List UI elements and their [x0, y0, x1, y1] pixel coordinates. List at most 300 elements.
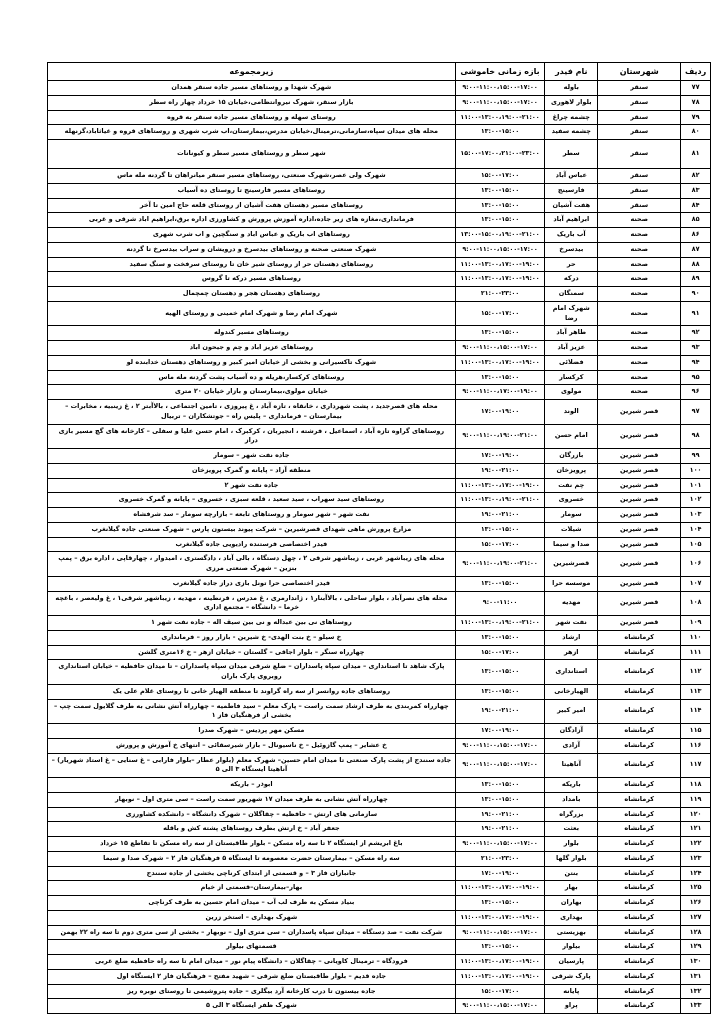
cell-feeder: فارسینج	[545, 183, 598, 198]
table-row	[48, 969, 711, 984]
cell-feeder: بهداری	[545, 910, 598, 925]
cell-shahrestan: قصر شیرین	[598, 400, 681, 425]
table-body	[48, 81, 711, 1014]
cell-feeder: سومار	[545, 508, 598, 523]
cell-radif: ۱۰۳	[681, 508, 711, 523]
cell-subareas: فرودگاه – ترمینال کاویانی – چقاگلان – دانشگاه پیام نور – میدان امام تا سه راه حافظیه ضلع غربی	[48, 955, 456, 970]
cell-feeder: بلوار	[545, 837, 598, 852]
cell-radif: ۱۲۵	[681, 881, 711, 896]
cell-subareas: شهرک امام رضا و شهرک امام خمینی و روستای الهیه	[48, 301, 456, 326]
cell-radif: ۹۱	[681, 301, 711, 326]
cell-radif: ۱۲۱	[681, 822, 711, 837]
cell-subareas: منطقه آزاد – پایانه و گمرک پرویزخان	[48, 463, 456, 478]
cell-radif: ۱۲۰	[681, 807, 711, 822]
col-header-feeder: نام فیدر	[545, 63, 598, 81]
cell-subareas: روستاهای عزیز اباد و چم و جیحون اباد	[48, 341, 456, 356]
col-header-radif: ردیف	[681, 63, 711, 81]
time-range-value: ۹:۰۰-۱۱:۰۰،۱۵:۰۰-۱۷:۰۰	[462, 1002, 538, 1010]
cell-time-range	[455, 449, 545, 464]
cell-time-range	[455, 213, 545, 228]
cell-shahrestan: کرمانشاه	[598, 645, 681, 660]
cell-shahrestan: قصر شیرین	[598, 424, 681, 449]
cell-subareas: شهرک ولی عصر،شهرک صنعتی، روستاهای مسیر سنقر میانراهان تا گردنه مله ماس	[48, 169, 456, 184]
time-range-value: ۱۱:۰۰-۱۳:۰۰،۱۷:۰۰-۱۹:۰۰	[460, 358, 540, 366]
cell-shahrestan: قصر شیرین	[598, 463, 681, 478]
cell-shahrestan: سنقر	[598, 110, 681, 125]
cell-radif: ۱۱۴	[681, 699, 711, 724]
table-row	[48, 370, 711, 385]
cell-time-range	[455, 81, 545, 96]
time-range-value: ۱۵:۰۰-۱۷:۰۰	[480, 540, 520, 548]
cell-subareas: سه راه مسکن – بیمارستان حضرت معصومه تا ایستگاه ۵ فرهنگیان فاز ۲ – شهرک صدا و سیما	[48, 851, 456, 866]
cell-radif: ۸۲	[681, 169, 711, 184]
cell-feeder: بهار	[545, 881, 598, 896]
time-range-value: ۱۱:۰۰-۱۳:۰۰،۱۹:۰۰-۲۱:۰۰	[460, 113, 540, 121]
time-range-value: ۱۱:۰۰-۱۳:۰۰،۱۹:۰۰-۲۱:۰۰	[460, 496, 540, 504]
table-row	[48, 341, 711, 356]
cell-shahrestan: کرمانشاه	[598, 724, 681, 739]
cell-feeder: باریکه	[545, 778, 598, 793]
cell-radif: ۱۲۲	[681, 837, 711, 852]
cell-feeder: صدا و سیما	[545, 537, 598, 552]
cell-shahrestan: کرمانشاه	[598, 630, 681, 645]
cell-time-range	[455, 326, 545, 341]
table-row	[48, 837, 711, 852]
cell-shahrestan: صحنه	[598, 370, 681, 385]
cell-time-range	[455, 552, 545, 577]
cell-time-range	[455, 576, 545, 591]
table-row	[48, 896, 711, 911]
cell-time-range	[455, 424, 545, 449]
cell-time-range	[455, 969, 545, 984]
cell-subareas: خ سیلو – خ بنت الهدی- خ شیرین - بازار روز – فرمانداری	[48, 630, 456, 645]
table-row	[48, 616, 711, 631]
cell-subareas: روستاهای مسیر دهستان هفت آشیان از روستای قلعه حاج امین تا آخر	[48, 198, 456, 213]
time-range-value: ۱۱:۰۰-۱۳:۰۰،۱۷:۰۰-۱۹:۰۰	[460, 958, 540, 965]
cell-shahrestan: صحنه	[598, 287, 681, 302]
cell-radif: ۱۱۳	[681, 684, 711, 699]
table-row	[48, 910, 711, 925]
cell-time-range	[455, 910, 545, 925]
cell-shahrestan: کرمانشاه	[598, 851, 681, 866]
cell-feeder: حر	[545, 257, 598, 272]
cell-time-range	[455, 822, 545, 837]
cell-subareas: جانبازان فاز ۳ – و قسمتی از ابتدای کرناچی بخشی از جاده سنندج	[48, 866, 456, 881]
cell-subareas: جاده بیستون تا درب کارخانه آرد بیگلری – جاده پتروشیمی تا روستای نوبره ریز	[48, 984, 456, 999]
time-range-value: ۱۳:۰۰-۱۵:۰۰	[480, 795, 520, 803]
table-row	[48, 493, 711, 508]
cell-shahrestan: قصر شیرین	[598, 522, 681, 537]
time-range-value: ۱۱:۰۰-۱۳:۰۰،۱۷:۰۰-۱۹:۰۰	[460, 275, 540, 283]
time-range-value: ۱۳:۰۰-۱۵:۰۰	[480, 633, 520, 641]
table-row	[48, 508, 711, 523]
cell-shahrestan: قصر شیرین	[598, 616, 681, 631]
cell-feeder: مهدیه	[545, 591, 598, 616]
time-range-value: ۹:۰۰-۱۱:۰۰،۱۵:۰۰-۱۷:۰۰	[462, 928, 538, 936]
cell-subareas: بهار–بیمارستان–قسمتی از خیام	[48, 881, 456, 896]
cell-feeder: بازرگان	[545, 449, 598, 464]
cell-time-range	[455, 183, 545, 198]
cell-radif: ۹۵	[681, 370, 711, 385]
table-row	[48, 478, 711, 493]
cell-radif: ۱۱۶	[681, 738, 711, 753]
cell-radif: ۹۹	[681, 449, 711, 464]
cell-subareas: مسکن مهر پردیس – شهرک صدرا	[48, 724, 456, 739]
cell-radif: ۱۰۹	[681, 616, 711, 631]
cell-radif: ۸۸	[681, 257, 711, 272]
table-row	[48, 684, 711, 699]
cell-subareas: سازمانی های ارتش – حافظیه – چقاگلان – شهرک دانشگاه – دانشکده کشاورزی	[48, 807, 456, 822]
cell-radif: ۱۱۸	[681, 778, 711, 793]
table-row	[48, 778, 711, 793]
cell-time-range	[455, 778, 545, 793]
cell-subareas: قسمتهای بیلوار	[48, 940, 456, 955]
cell-subareas: جاده سنندج از پشت پارک صنعتی تا میدان امام حسین– شهرک معلم (بلوار عطار –بلوار فارابی – غ سنایی – غ استاد شهریار) – آناهیتا ایستگاه ۳ الی ۵	[48, 753, 456, 778]
time-range-value: ۱۹:۰۰-۲۱:۰۰	[480, 707, 520, 715]
table-row	[48, 522, 711, 537]
table-row	[48, 851, 711, 866]
cell-shahrestan: سنقر	[598, 95, 681, 110]
cell-time-range	[455, 984, 545, 999]
cell-subareas: چهارراه آتش نشانی به طرف میدان ۱۷ شهریور سمت راست – سی متری اول – نوبهار	[48, 792, 456, 807]
time-range-value: ۹:۰۰-۱۱:۰۰،۱۹:۰۰-۲۱:۰۰	[462, 560, 538, 568]
cell-feeder: استانداری	[545, 660, 598, 685]
cell-feeder: بلوار لاهوری	[545, 95, 598, 110]
cell-radif: ۱۰۷	[681, 576, 711, 591]
time-range-value: ۱۷:۰۰-۱۹:۰۰	[480, 407, 520, 415]
cell-feeder: بلوار گلها	[545, 851, 598, 866]
time-range-value: ۹:۰۰-۱۱:۰۰،۱۵:۰۰-۱۷:۰۰	[462, 761, 538, 769]
cell-radif: ۹۴	[681, 355, 711, 370]
cell-feeder: امیر کبیر	[545, 699, 598, 724]
cell-shahrestan: صحنه	[598, 242, 681, 257]
cell-subareas: باغ ابریشم از ایستگاه ۲ تا سه راه مسکن – بلوار طاقبستان از سه راه مسکن تا تقاطع ۱۵ خرداد	[48, 837, 456, 852]
cell-radif: ۸۹	[681, 272, 711, 287]
time-range-value: ۱۵:۰۰-۱۷:۰۰	[480, 172, 520, 179]
table-row	[48, 183, 711, 198]
table-row	[48, 645, 711, 660]
cell-subareas: جاده قدیم – بلوار طاقبستان ضلع شرقی – شهید مفتح – فرهنگیان فاز ۲ ایستگاه اول	[48, 969, 456, 984]
time-range-value: ۱۹:۰۰-۲۱:۰۰	[480, 511, 520, 518]
cell-shahrestan: قصر شیرین	[598, 552, 681, 577]
cell-subareas: روستاهای کرکسار،هریله و ده آسیاب پشت گردنه مله ماس	[48, 370, 456, 385]
cell-subareas: شهرک صنعتی صحنه و روستاهای بیدسرخ و درویشان و سراب بیدسرخ تا گردنه	[48, 242, 456, 257]
cell-radif: ۱۱۲	[681, 660, 711, 685]
cell-radif: ۱۲۳	[681, 851, 711, 866]
table-row	[48, 110, 711, 125]
cell-feeder: ازهر	[545, 645, 598, 660]
cell-shahrestan: صحنه	[598, 385, 681, 400]
cell-shahrestan: کرمانشاه	[598, 753, 681, 778]
time-range-value: ۱۵:۰۰-۱۷:۰۰،۲۱:۰۰-۲۳:۰۰	[460, 150, 540, 158]
cell-radif: ۱۳۰	[681, 955, 711, 970]
cell-subareas: ابوذر – باریکه	[48, 778, 456, 793]
cell-time-range	[455, 724, 545, 739]
table-row	[48, 355, 711, 370]
cell-subareas: جاده نفت شهر – سومار	[48, 449, 456, 464]
cell-time-range	[455, 400, 545, 425]
cell-feeder: فضلائی	[545, 355, 598, 370]
table-row	[48, 400, 711, 425]
cell-shahrestan: کرمانشاه	[598, 955, 681, 970]
table-row	[48, 169, 711, 184]
cell-shahrestan: سنقر	[598, 125, 681, 140]
outage-table-container	[47, 62, 711, 1014]
time-range-value: ۱۵:۰۰-۱۷:۰۰	[480, 309, 520, 317]
table-row	[48, 576, 711, 591]
table-row	[48, 660, 711, 685]
cell-subareas: فیدر اختصاصی فرستنده رادیویی جاده گیلانغرب	[48, 537, 456, 552]
cell-time-range	[455, 925, 545, 940]
time-range-value: ۱۳:۰۰-۱۵:۰۰	[480, 373, 520, 381]
table-row	[48, 822, 711, 837]
cell-subareas: شهرک تاکسیرانی و بخشی از خیابان امیر کبیر و روستاهای دهستان خدابنده لو	[48, 355, 456, 370]
cell-radif: ۱۳۲	[681, 984, 711, 999]
cell-shahrestan: کرمانشاه	[598, 881, 681, 896]
cell-time-range	[455, 385, 545, 400]
cell-time-range	[455, 591, 545, 616]
cell-feeder: باوله	[545, 81, 598, 96]
cell-time-range	[455, 792, 545, 807]
cell-time-range	[455, 684, 545, 699]
cell-subareas: بازار سنقر، شهرک نیروانتظامی،خیابان ۱۵ خرداد چهار راه سطر	[48, 95, 456, 110]
cell-feeder: عباس آباد	[545, 169, 598, 184]
cell-time-range	[455, 807, 545, 822]
cell-shahrestan: کرمانشاه	[598, 940, 681, 955]
cell-shahrestan: کرمانشاه	[598, 660, 681, 685]
time-range-value: ۱۳:۰۰-۱۵:۰۰	[480, 899, 520, 906]
cell-feeder: ابراهیم آباد	[545, 213, 598, 228]
time-range-value: ۱۳:۰۰-۱۵:۰۰	[480, 687, 520, 695]
cell-subareas: روستاهای مسیر فارسینج تا روستای ده آسیاب	[48, 183, 456, 198]
time-range-value: ۱۱:۰۰-۱۳:۰۰،۱۷:۰۰-۱۹:۰۰	[460, 972, 540, 980]
cell-radif: ۷۷	[681, 81, 711, 96]
cell-time-range	[455, 125, 545, 140]
cell-shahrestan: کرمانشاه	[598, 866, 681, 881]
cell-shahrestan: قصر شیرین	[598, 537, 681, 552]
time-range-value: ۱۳:۰۰-۱۵:۰۰	[480, 525, 520, 533]
cell-time-range	[455, 463, 545, 478]
cell-time-range	[455, 341, 545, 356]
cell-radif: ۹۲	[681, 326, 711, 341]
time-range-value: ۱۹:۰۰-۲۱:۰۰	[480, 825, 520, 833]
cell-feeder: نفت شهر	[545, 616, 598, 631]
cell-feeder: آزادی	[545, 738, 598, 753]
cell-feeder: پارسیان	[545, 955, 598, 970]
cell-feeder: الوند	[545, 400, 598, 425]
time-range-value: ۱۱:۰۰-۱۳:۰۰،۱۷:۰۰-۱۹:۰۰	[460, 913, 540, 921]
cell-feeder: بزرگراه	[545, 807, 598, 822]
cell-subareas: روستاهای مسیر درکه تا گروس	[48, 272, 456, 287]
cell-feeder: پارک شرقی	[545, 969, 598, 984]
time-range-value: ۹:۰۰-۱۱:۰۰،۱۵:۰۰-۱۷:۰۰	[462, 98, 538, 106]
table-row	[48, 753, 711, 778]
cell-feeder: هفت آشیان	[545, 198, 598, 213]
cell-shahrestan: سنقر	[598, 81, 681, 96]
table-row	[48, 552, 711, 577]
cell-subareas: پارک شاهد تا استانداری – میدان سپاه پاسداران – ضلع شرقی میدان سپاه پاسداران – تا میدان حافظیه – خیابان استانداری روبروی پارک باران	[48, 660, 456, 685]
cell-subareas: مزارع پرورش ماهی شهدای قصرشیرین – شرکت پیوند بیستون پارس – شهرک صنعتی جاده گیلانغرب	[48, 522, 456, 537]
cell-feeder: آزادگان	[545, 724, 598, 739]
cell-time-range	[455, 738, 545, 753]
table-row	[48, 449, 711, 464]
time-range-value: ۱۹:۰۰-۲۱:۰۰	[480, 810, 520, 818]
table-row	[48, 385, 711, 400]
table-row	[48, 242, 711, 257]
cell-feeder: چشمه سفید	[545, 125, 598, 140]
cell-subareas: روستاهای گراوه تازه آباد ، اسماعیل ، فرشته ، انجیربان ، کرکبرک ، امام حسن علیا و سفلی – کارخانه های گچ مسیر بازی دراز	[48, 424, 456, 449]
table-row	[48, 95, 711, 110]
cell-feeder: شهرک امام رضا	[545, 301, 598, 326]
table-row	[48, 724, 711, 739]
table-row	[48, 807, 711, 822]
cell-time-range	[455, 198, 545, 213]
col-header-shahrestan: شهرستان	[598, 63, 681, 81]
cell-feeder: عزیز آباد	[545, 341, 598, 356]
cell-time-range	[455, 837, 545, 852]
time-range-value: ۱۳:۰۰-۱۵:۰۰	[480, 668, 520, 676]
cell-radif: ۱۲۴	[681, 866, 711, 881]
cell-feeder: پراو	[545, 999, 598, 1014]
time-range-value: ۱۹:۰۰-۲۱:۰۰	[480, 466, 520, 474]
table-row	[48, 198, 711, 213]
cell-shahrestan: کرمانشاه	[598, 925, 681, 940]
cell-time-range	[455, 660, 545, 685]
cell-radif: ۱۰۶	[681, 552, 711, 577]
cell-subareas: روستاهای مسیر کندوله	[48, 326, 456, 341]
cell-shahrestan: صحنه	[598, 301, 681, 326]
cell-shahrestan: کرمانشاه	[598, 896, 681, 911]
cell-shahrestan: کرمانشاه	[598, 807, 681, 822]
time-range-value: ۲۱:۰۰-۲۳:۰۰	[480, 290, 520, 297]
outage-schedule-table	[47, 62, 711, 1014]
cell-radif: ۱۳۳	[681, 999, 711, 1014]
cell-subareas: روستاهای جاده روانسر از سه راه گراوند تا منطقه الهیار خانی تا روستای غلام علی یک	[48, 684, 456, 699]
cell-time-range	[455, 537, 545, 552]
table-row	[48, 738, 711, 753]
table-row	[48, 125, 711, 140]
cell-time-range	[455, 140, 545, 169]
cell-time-range	[455, 301, 545, 326]
cell-time-range	[455, 881, 545, 896]
cell-time-range	[455, 851, 545, 866]
cell-shahrestan: صحنه	[598, 272, 681, 287]
cell-subareas: فیدر اختصاصی حرا تونل بازی دراز جاده گیلانغرب	[48, 576, 456, 591]
table-row	[48, 463, 711, 478]
cell-shahrestan: صحنه	[598, 326, 681, 341]
cell-radif: ۸۴	[681, 198, 711, 213]
cell-feeder: سمنگان	[545, 287, 598, 302]
cell-subareas: روستاهای دهستان هجر و دهستان چمچمال	[48, 287, 456, 302]
cell-time-range	[455, 478, 545, 493]
cell-time-range	[455, 866, 545, 881]
cell-radif: ۱۳۱	[681, 969, 711, 984]
cell-feeder: مولوی	[545, 385, 598, 400]
table-row	[48, 925, 711, 940]
table-row	[48, 866, 711, 881]
time-range-value: ۱۳:۰۰-۱۵:۰۰	[480, 329, 520, 337]
cell-subareas: چهارراه سنگر – بلوار اجاقی – گلستان – خیابان ازهر – خ ۱۶متری گلشن	[48, 645, 456, 660]
cell-feeder: قصرشیرین	[545, 552, 598, 577]
cell-feeder: بیدسرخ	[545, 242, 598, 257]
cell-subareas: محله های میدان سپاه،سازمانی،ترمینال،خیابان مدرس،بیمارستان،اب شرب شهری و روستاهای قروه و غیاثاباد،گزنهله	[48, 125, 456, 140]
table-row	[48, 792, 711, 807]
cell-radif: ۷۹	[681, 110, 711, 125]
time-range-value: ۹:۰۰-۱۱:۰۰،۱۵:۰۰-۱۷:۰۰	[462, 344, 538, 351]
cell-subareas: روستاهای نی بین عبداله و نی بین سیف اله – جاده نفت شهر ۱	[48, 616, 456, 631]
cell-time-range	[455, 616, 545, 631]
time-range-value: ۹:۰۰-۱۱:۰۰،۱۵:۰۰-۱۷:۰۰	[462, 840, 538, 847]
cell-radif: ۸۷	[681, 242, 711, 257]
cell-time-range	[455, 287, 545, 302]
cell-shahrestan: صحنه	[598, 257, 681, 272]
time-range-value: ۲۱:۰۰-۲۳:۰۰	[480, 854, 520, 862]
table-row	[48, 287, 711, 302]
cell-subareas: محله های نصرآباد ، بلوار ساحلی ، بالاآبنار۱ ، ژاندارمری ، غ مدرس ، قرنطینه ، مهدیه ، زیباشهر شرقی۱ ، غ ولیعصر ، باغچه خرما – دانشگاه – مجتمع اداری	[48, 591, 456, 616]
cell-time-range	[455, 257, 545, 272]
cell-subareas: نفت شهر – شهر سومار و روستاهای تابعه – بازارچه سومار – سد شرفشاه	[48, 508, 456, 523]
cell-feeder: کرکسار	[545, 370, 598, 385]
cell-subareas: روستاهای اب باریک و عباس اباد و سنگچین و اب شرب شهری	[48, 228, 456, 243]
cell-time-range	[455, 896, 545, 911]
cell-shahrestan: صحنه	[598, 213, 681, 228]
cell-feeder: آناهیتا	[545, 753, 598, 778]
time-range-value: ۹:۰۰-۱۱:۰۰،۱۵:۰۰-۱۷:۰۰	[462, 245, 538, 253]
cell-subareas: خ عشایر – پمپ گازوئیل – خ ناسیونال – بازار شیرسقائی – انتهای خ آموزش و پرورش	[48, 738, 456, 753]
time-range-value: ۱۳:۰۰-۱۵:۰۰،۱۹:۰۰-۲۱:۰۰	[460, 231, 540, 238]
cell-time-range	[455, 630, 545, 645]
time-range-value: ۱۱:۰۰-۱۳:۰۰،۱۷:۰۰-۱۹:۰۰	[460, 481, 540, 489]
time-range-value: ۱۳:۰۰-۱۵:۰۰	[480, 781, 520, 788]
time-range-value: ۹:۰۰-۱۱:۰۰	[482, 599, 518, 607]
time-range-value: ۹:۰۰-۱۱:۰۰،۱۵:۰۰-۱۷:۰۰	[462, 741, 538, 749]
cell-radif: ۱۲۹	[681, 940, 711, 955]
cell-shahrestan: قصر شیرین	[598, 478, 681, 493]
cell-shahrestan: سنقر	[598, 140, 681, 169]
cell-time-range	[455, 522, 545, 537]
table-row	[48, 537, 711, 552]
cell-radif: ۹۷	[681, 400, 711, 425]
table-row	[48, 140, 711, 169]
cell-time-range	[455, 508, 545, 523]
cell-radif: ۸۳	[681, 183, 711, 198]
cell-shahrestan: کرمانشاه	[598, 822, 681, 837]
time-range-value: ۱۳:۰۰-۱۵:۰۰	[480, 201, 520, 209]
cell-feeder: آب باریک	[545, 228, 598, 243]
cell-radif: ۱۲۸	[681, 925, 711, 940]
cell-shahrestan: صحنه	[598, 228, 681, 243]
table-row	[48, 955, 711, 970]
cell-subareas: شهر سطر و روستاهای مسیر سطر و کیونانات	[48, 140, 456, 169]
cell-shahrestan: کرمانشاه	[598, 910, 681, 925]
cell-shahrestan: سنقر	[598, 183, 681, 198]
cell-feeder: موسسه حرا	[545, 576, 598, 591]
cell-radif: ۸۵	[681, 213, 711, 228]
time-range-value: ۱۱:۰۰-۱۳:۰۰،۱۷:۰۰-۱۹:۰۰	[460, 884, 540, 892]
cell-time-range	[455, 699, 545, 724]
cell-shahrestan: کرمانشاه	[598, 778, 681, 793]
cell-shahrestan: کرمانشاه	[598, 999, 681, 1014]
cell-feeder: بامداد	[545, 792, 598, 807]
cell-subareas: خیابان مولوی،بیمارستان و بازار خیابان ۲۰ متری	[48, 385, 456, 400]
cell-time-range	[455, 272, 545, 287]
cell-radif: ۱۰۰	[681, 463, 711, 478]
cell-subareas: فرمانداری،مغازه های زیر جاده،اداره آموزش پرورش و کشاورزی اداره برق،ابراهیم اباد شرقی و غربی	[48, 213, 456, 228]
cell-feeder: بهاران	[545, 896, 598, 911]
cell-time-range	[455, 169, 545, 184]
cell-shahrestan: کرمانشاه	[598, 969, 681, 984]
cell-feeder: درکه	[545, 272, 598, 287]
